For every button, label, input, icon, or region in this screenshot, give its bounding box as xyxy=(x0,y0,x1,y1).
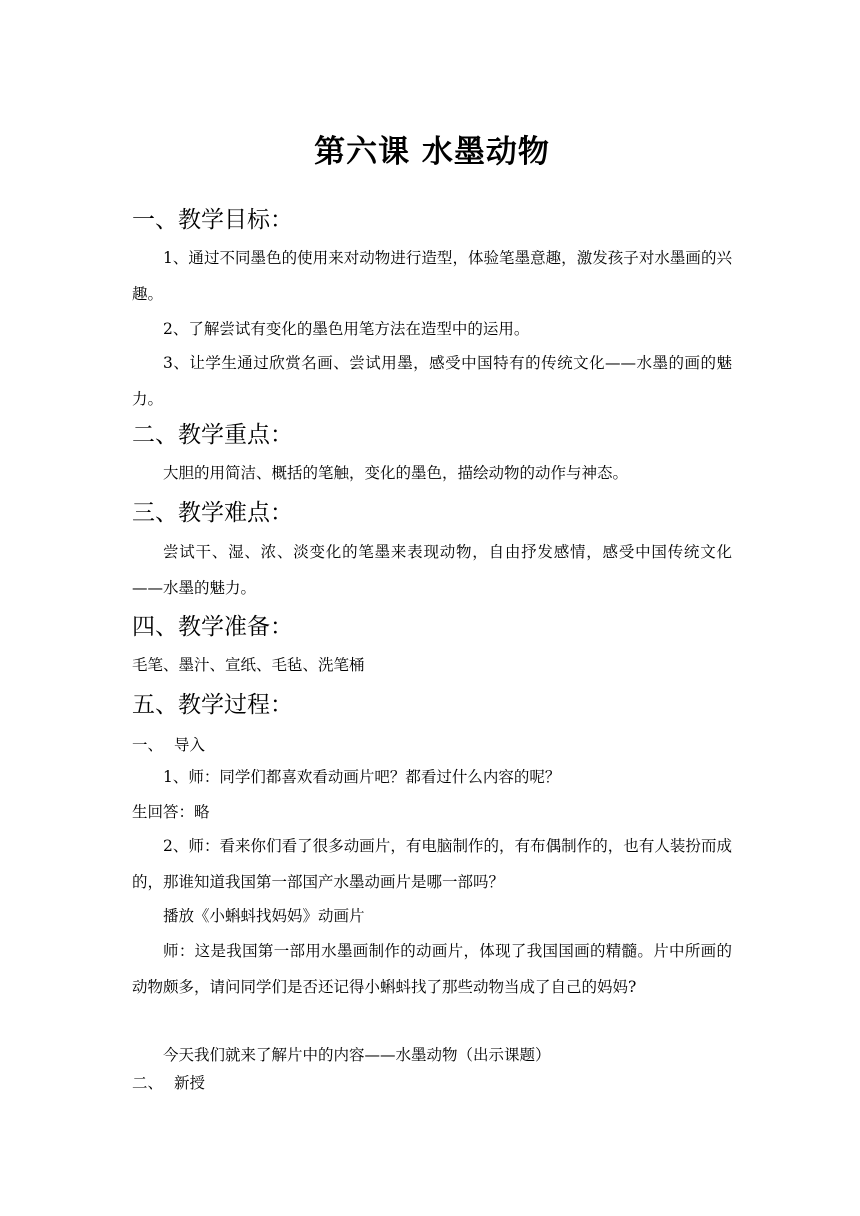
preparation-text: 毛笔、墨汁、宣纸、毛毡、洗笔桶 xyxy=(132,656,365,674)
section-heading-preparation: 四、教学准备： xyxy=(132,614,293,640)
process-paragraph-2: 生回答：略 xyxy=(132,803,210,821)
process-paragraph-6: 今天我们就来了解片中的内容——水墨动物（出示课题） xyxy=(163,1046,551,1064)
objective-item-1: 1、通过不同墨色的使用来对动物进行造型，体验笔墨意趣，激发孩子对水墨画的兴趣。 xyxy=(132,249,732,303)
process-paragraph-4: 播放《小蝌蚪找妈妈》动画片 xyxy=(163,907,365,925)
key-points-text: 大胆的用简洁、概括的笔触，变化的墨色，描绘动物的动作与神态。 xyxy=(163,464,629,482)
difficulties-text: 尝试干、湿、浓、淡变化的笔墨来表现动物，自由抒发感情，感受中国传统文化——水墨的魅力。 xyxy=(132,543,732,597)
step-number: 一、 xyxy=(132,736,164,754)
section-heading-key-points: 二、教学重点： xyxy=(132,422,293,448)
step-heading-new-lesson xyxy=(132,1068,205,1098)
step-label: 新授 xyxy=(174,1074,206,1092)
page-title: 第六课 水墨动物 xyxy=(314,134,550,170)
objective-item-2: 2、了解尝试有变化的墨色用笔方法在造型中的运用。 xyxy=(163,320,530,338)
section-heading-process: 五、教学过程： xyxy=(132,692,293,718)
objective-item-3: 3、让学生通过欣赏名画、尝试用墨，感受中国特有的传统文化——水墨的画的魅力。 xyxy=(132,354,732,408)
step-heading-intro xyxy=(132,730,205,760)
process-paragraph-5: 师：这是我国第一部用水墨画制作的动画片，体现了我国国画的精髓。片中所画的动物颇多，请问同学们是否还记得小蝌蚪找了那些动物当成了自己的妈妈? xyxy=(132,942,732,996)
step-label: 导入 xyxy=(174,736,206,754)
step-number: 二、 xyxy=(132,1074,164,1092)
process-paragraph-3: 2、师：看来你们看了很多动画片，有电脑制作的，有布偶制作的，也有人装扮而成的，那谁知道我国第一部国产水墨动画片是哪一部吗？ xyxy=(132,837,732,891)
section-heading-objectives: 一、教学目标： xyxy=(132,207,293,233)
section-heading-difficulties: 三、教学难点： xyxy=(132,500,293,526)
process-paragraph-1: 1、师：同学们都喜欢看动画片吧？都看过什么内容的呢？ xyxy=(163,768,561,786)
